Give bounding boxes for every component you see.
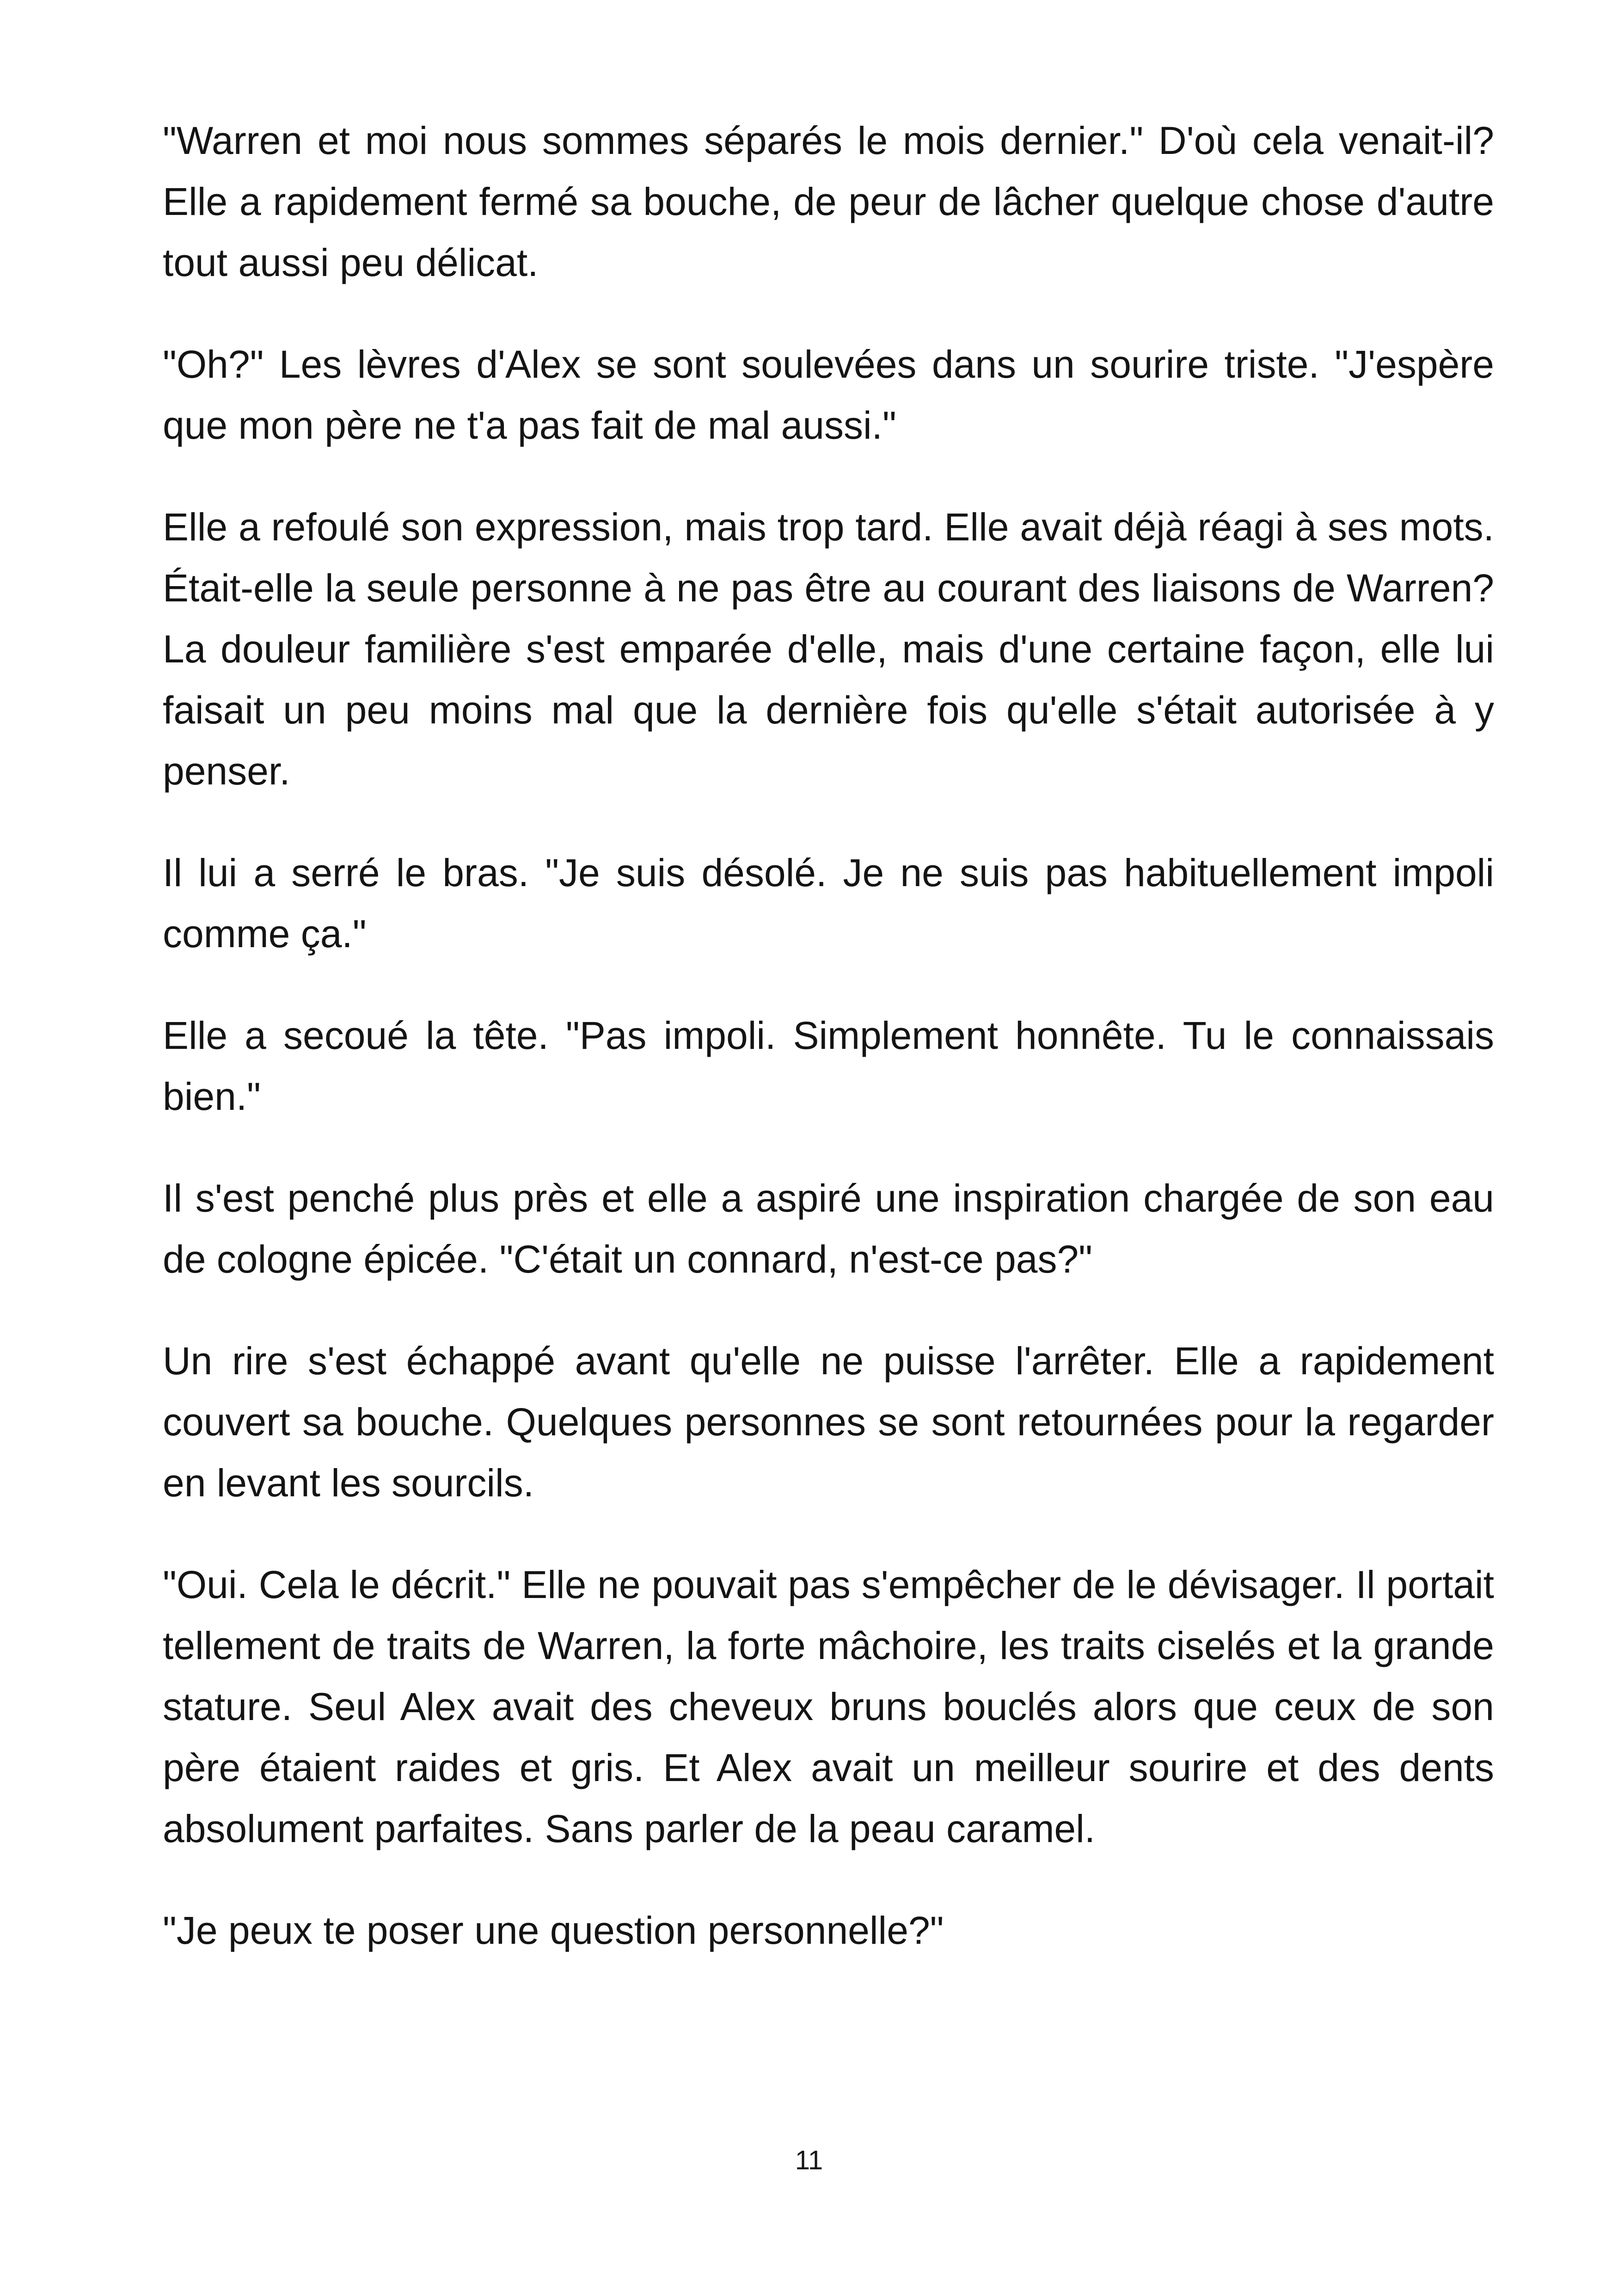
paragraph: Un rire s'est échappé avant qu'elle ne puisse l'arrêter. Elle a rapidement couvert sa bouche. Quelques personnes se sont retournées pour la regarder en levant les sourcils. xyxy=(163,1339,1494,1505)
page-number: 11 xyxy=(795,2145,823,2175)
text-body xyxy=(163,110,1494,2002)
paragraph: "Oh?" Les lèvres d'Alex se sont soulevées dans un sourire triste. "J'espère que mon père ne t'a pas fait de mal aussi." xyxy=(163,343,1494,447)
paragraph: "Warren et moi nous sommes séparés le mois dernier." D'où cela venait-il? Elle a rapidement fermé sa bouche, de peur de lâcher quelque chose d'autre tout aussi peu délicat. xyxy=(163,119,1494,284)
paragraph: Il s'est penché plus près et elle a aspiré une inspiration chargée de son eau de cologne épicée. "C'était un connard, n'est-ce pas?" xyxy=(163,1176,1494,1281)
paragraph: "Oui. Cela le décrit." Elle ne pouvait pas s'empêcher de le dévisager. Il portait tellement de traits de Warren, la forte mâchoire, les traits ciselés et la grande stature. Seul Alex avait des cheveux bruns bouclés alors que ceux de son père étaient raides et gris. Et Alex avait un meilleur sourire et des dents absolument parfaites. Sans parler de la peau caramel. xyxy=(163,1563,1494,1850)
paragraph: Elle a secoué la tête. "Pas impoli. Simplement honnête. Tu le connaissais bien." xyxy=(163,1014,1494,1118)
paragraph: Il lui a serré le bras. "Je suis désolé. Je ne suis pas habituellement impoli comme ça." xyxy=(163,851,1494,955)
paragraph: "Je peux te poser une question personnelle?" xyxy=(163,1909,944,1952)
paragraph: Elle a refoulé son expression, mais trop tard. Elle avait déjà réagi à ses mots. Était-elle la seule personne à ne pas être au courant des liaisons de Warren? La douleur familière s'est emparée d'elle, mais d'une certaine façon, elle lui faisait un peu moins mal que la dernière fois qu'elle s'était autorisée à y penser. xyxy=(163,505,1494,793)
